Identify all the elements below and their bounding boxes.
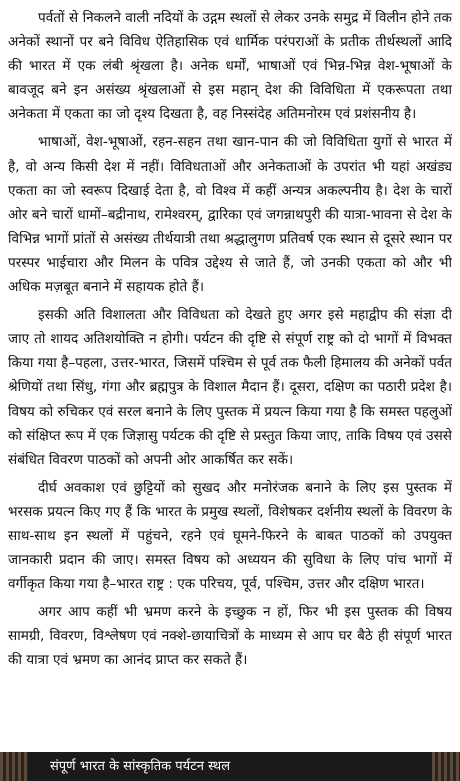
footer-ornament-left [0,752,28,781]
page-body-text [8,6,452,746]
paragraph-3: इसकी अति विशालता और विविधता को देखते हुए अगर इसे महाद्वीप की संज्ञा दी जाए तो शायद अतिशयोक्ति न होगी। पर्यटन की दृष्टि से संपूर्ण राष्ट्र को दो भागों में विभक्त किया गया है–पहला, उत्तर-भारत, जिसमें पश्चिम से पूर्व तक फैली हिमालय की अनेकों पर्वत श्रेणियों तथा सिंधु, गंगा और ब्रह्मपुत्र के विशाल मैदान हैं। दूसरा, दक्षिण का पठारी प्रदेश है। विषय को रुचिकर एवं सरल बनाने के लिए पुस्तक में प्रयत्न किया गया है कि समस्त पहलुओं को संक्षिप्त रूप में एक जिज्ञासु पर्यटक की दृष्टि से प्रस्तुत किया जाए, ताकि विषय एवं उससे संबंधित विवरण पाठकों को अपनी ओर आकर्षित कर सकें। [8,307,452,468]
paragraph-1: पर्वतों से निकलने वाली नदियों के उद्गम स्थलों से लेकर उनके समुद्र में विलीन होने तक अनेकों स्थानों पर बने विविध ऐतिहासिक एवं धार्मिक परंपराओं के प्रतीक तीर्थस्थलों आदि की भारत में एक लंबी श्रृंखला है। अनेक धर्मों, भाषाओं एवं भिन्न-भिन्न वेश-भूषाओं के बावजूद बने इन असंख्य श्रृंखलाओं से इस महान् देश की विविधिता में एकरूपता तथा अनेकता में एकता का जो दृश्य दिखता है, वह निस्संदेह अतिमनोरम एवं प्रशंसनीय है। [8,10,452,123]
book-title: संपूर्ण भारत के सांस्कृतिक पर्यटन स्थल [50,759,231,774]
footer-ornament-right [432,752,460,781]
paragraph-2: भाषाओं, वेश-भूषाओं, रहन-सहन तथा खान-पान की जो विविधिता युगों से भारत में है, वो अन्य किसी देश में नहीं। विविधताओं और अनेकताओं के उपरांत भी यहां अखंड्य एकता का जो स्वरूप दिखाई देता है, वो विश्व में कहीं अन्यत्र अकल्पनीय है। देश के चारों ओर बने चारों धामों–बद्रीनाथ, रामेश्वरम्, द्वारिका एवं जगन्नाथपुरी की यात्रा-भावना से देश के विभिन्न भागों प्रांतों से असंख्य तीर्थयात्री तथा श्रद्धालुगण प्रतिवर्ष एक स्थान से दूसरे स्थान पर परस्पर भाईचारा और मिलन के पवित्र उद्देश्य से जाते हैं, जो उनकी एकता को और भी अधिक मज़बूत बनाने में सहायक होते हैं। [8,134,452,296]
paragraph-5: अगर आप कहीं भी भ्रमण करने के इच्छुक न हों, फिर भी इस पुस्तक की विषय सामग्री, विवरण, विश्लेषण एवं नक्शे-छायाचित्रों के माध्यम से आप घर बैठे ही संपूर्ण भारत की यात्रा एवं भ्रमण का आनंद प्राप्त कर सकते हैं। [8,604,452,669]
running-footer [0,752,460,781]
paragraph-4: दीर्घ अवकाश एवं छुट्टियों को सुखद और मनोरंजक बनाने के लिए इस पुस्तक में भरसक प्रयत्न किए गए हैं कि भारत के प्रमुख स्थलों, विशेषकर दर्शनीय स्थलों के विवरण के साथ-साथ इन स्थलों में पहुंचने, रहने एवं घूमने-फिरने के बाबत पाठकों को उपयुक्त जानकारी प्रदान की जाए। समस्त विषय को अध्ययन की सुविधा के लिए पांच भागों में वर्गीकृत किया गया है–भारत राष्ट्र : एक परिचय, पूर्व, पश्चिम, उत्तर और दक्षिण भारत। [8,479,452,593]
